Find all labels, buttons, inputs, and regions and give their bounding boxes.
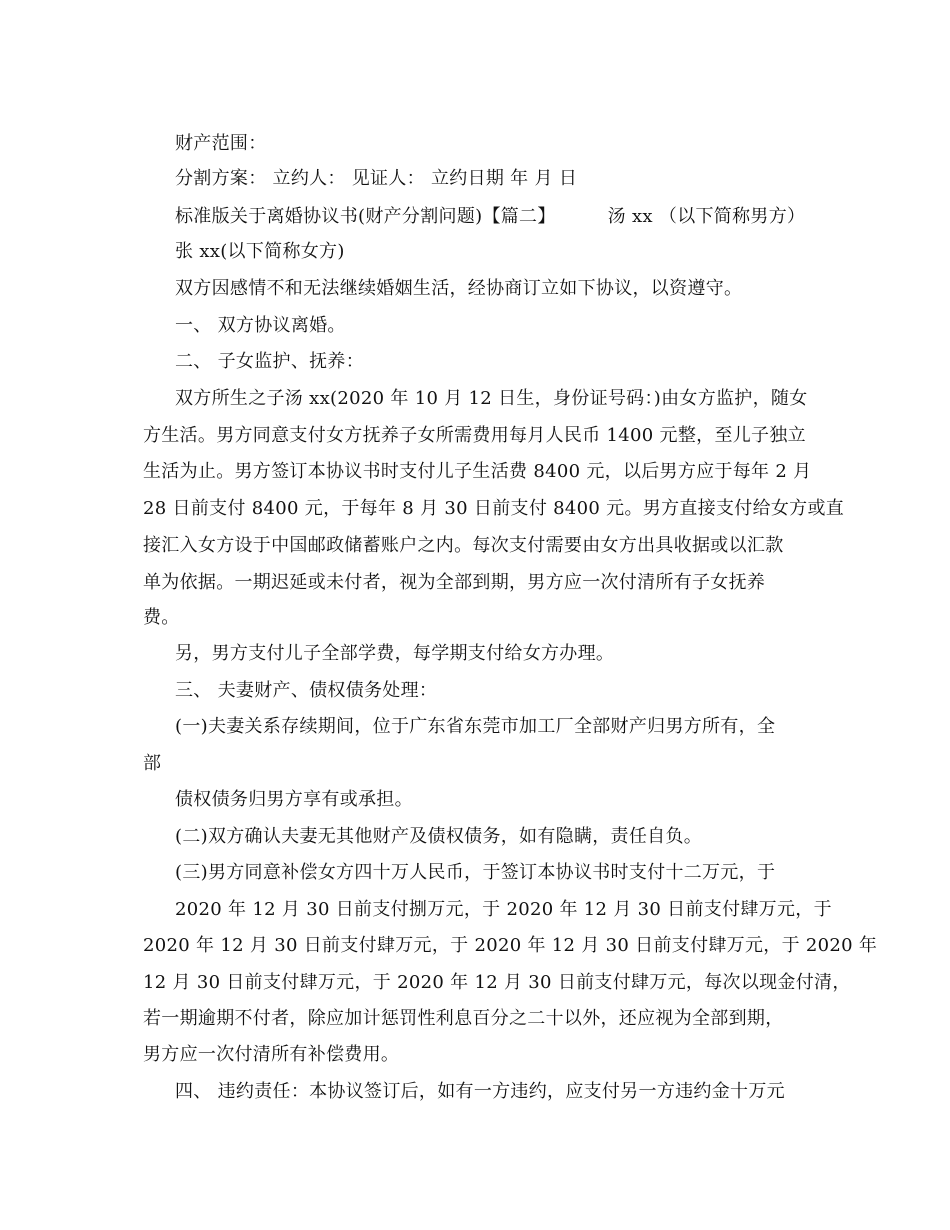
text-line-section-title [175,205,805,229]
text-line-clause-4: 四、 违约责任：本协议签订后，如有一方违约，应支付另一方违约金十万元 [175,1081,785,1102]
text-line-clause-1: 一、 双方协议离婚。 [175,315,346,336]
text-line-clause-3-heading: 三、 夫妻财产、债权债务处理： [175,680,438,701]
text-line-custody-4: 28 日前支付 8400 元，于每年 8 月 30 日前支付 8400 元。男方直接支付给女方或直 [143,498,845,519]
text-line-property-3f: 男方应一次付清所有补偿费用。 [143,1044,400,1065]
text-line-preamble: 双方因感情不和无法继续婚姻生活，经协商订立如下协议，以资遵守。 [175,278,743,299]
text-line-tuition: 另，男方支付儿子全部学费，每学期支付给女方办理。 [175,643,615,664]
text-line-property-scope: 财产范围： [175,133,267,154]
text-line-property-3c: 2020 年 12 月 30 日前支付肆万元，于 2020 年 12 月 30 日前支付肆万元，于 2020 年 [143,935,878,956]
text-line-property-1b: 部 [143,753,162,774]
text-line-property-3e: 若一期逾期不付者，除应加计惩罚性利息百分之二十以外，还应视为全部到期， [143,1008,784,1029]
text-line-property-3a: (三)男方同意补偿女方四十万人民币，于签订本协议书时支付十二万元，于 [175,862,776,883]
text-line-custody-1: 双方所生之子汤 xx(2020 年 10 月 12 日生，身份证号码：)由女方监护，随女 [175,388,808,409]
text-line-clause-2-heading: 二、 子女监护、抚养： [175,351,365,372]
text-line-party-female: 张 xx(以下简称女方) [175,241,345,262]
text-line-custody-5: 接汇入女方设于中国邮政储蓄账户之内。每次支付需要由女方出具收据或以汇款 [143,535,784,556]
text-line-custody-2: 方生活。男方同意支付女方抚养子女所需费用每月人民币 1400 元整，至儿子独立 [143,425,806,446]
text-line-property-3d: 12 月 30 日前支付肆万元，于 2020 年 12 月 30 日前支付肆万元，每次以现金付清， [143,972,851,993]
section-title: 标准版关于离婚协议书(财产分割问题)【篇二】 [175,206,556,227]
text-line-division-plan: 分割方案： 立约人： 见证人： 立约日期 年 月 日 [175,168,578,189]
text-line-custody-7: 费。 [143,607,180,628]
text-line-custody-6: 单为依据。一期迟延或未付者，视为全部到期，男方应一次付清所有子女抚养 [143,572,766,593]
text-line-property-1a: (一)夫妻关系存续期间，位于广东省东莞市加工厂全部财产归男方所有，全 [175,716,776,737]
text-line-property-2: (二)双方确认夫妻无其他财产及债权债务，如有隐瞒，责任自负。 [175,826,703,847]
party-male: 汤 xx （以下简称男方） [607,206,806,227]
text-line-property-3b: 2020 年 12 月 30 日前支付捌万元，于 2020 年 12 月 30 日前支付肆万元，于 [175,899,832,920]
text-line-custody-3: 生活为止。男方签订本协议书时支付儿子生活费 8400 元，以后男方应于每年 2 月 [143,461,812,482]
text-line-property-1c: 债权债务归男方享有或承担。 [175,789,413,810]
